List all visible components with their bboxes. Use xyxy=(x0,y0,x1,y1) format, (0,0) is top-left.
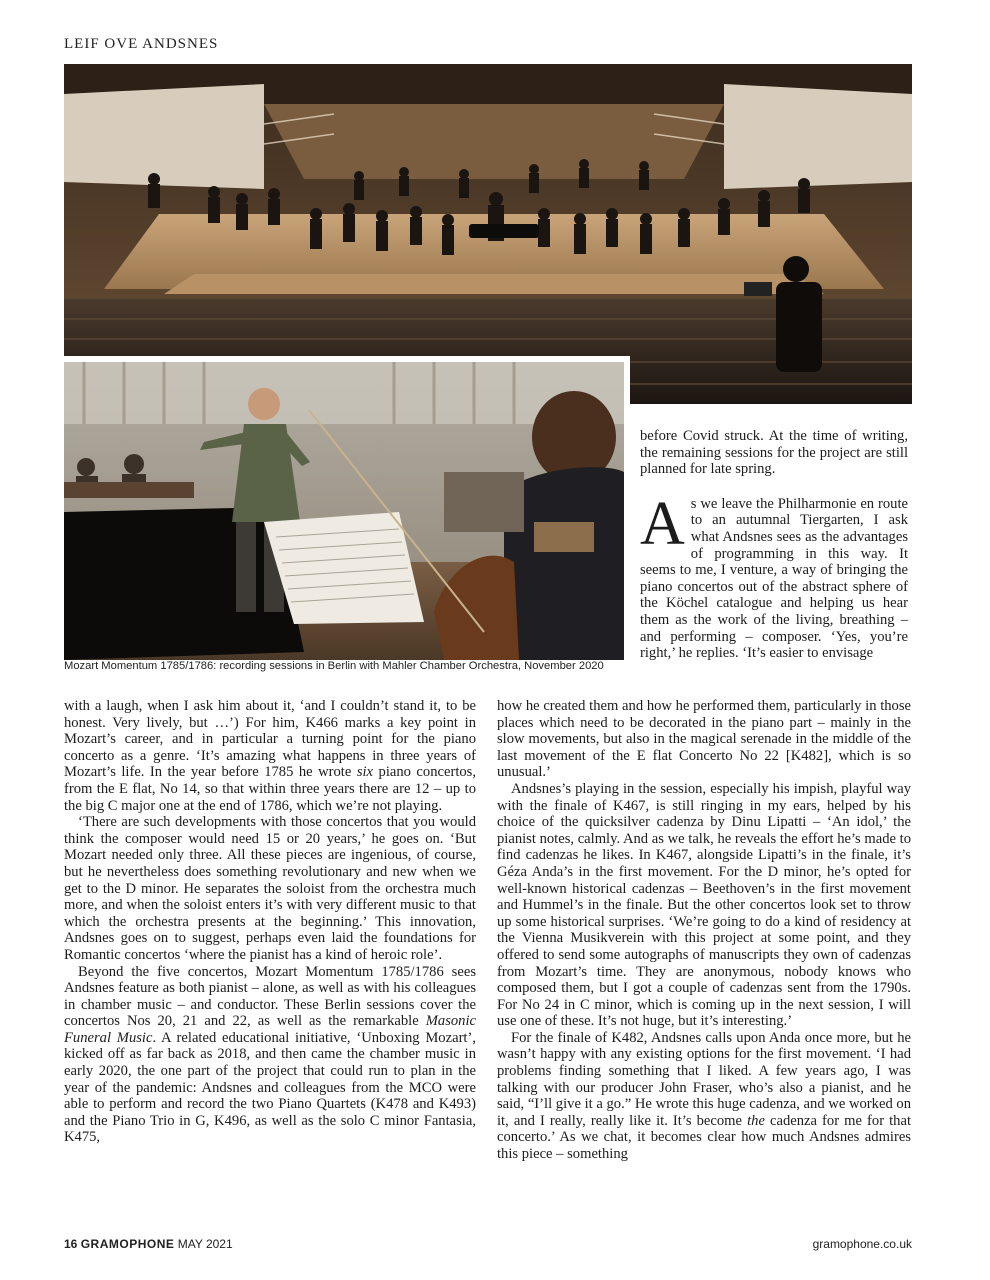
page-number: 16 xyxy=(64,1237,78,1251)
paragraph: with a laugh, when I ask him about it, ‘and I couldn’t stand it, to be honest. Very lively, but …’) For him, K466 marks a key point in Mozart’s career, and in particular a turning point for the piano concerto as a genre. ‘It’s amazing what happens in three years of Mozart’s life. In the year before 1785 he wrote six piano concertos, from the E flat, No 14, so that within three years there are 12 – up to the big C major one at the end of 1786, which we’re not playing. xyxy=(64,698,476,814)
drop-cap-paragraph xyxy=(640,489,908,662)
recording-session-photo xyxy=(64,356,630,660)
paragraph: s we leave the Philharmonie en route to an autumnal Tiergarten, I ask what Andsnes sees as the advantages of programming in this way. It seems to me, I venture, a way of bringing the piano concertos out of the abstract sphere of the Köchel catalogue and helping us hear them as the work of the living, breathing – and performing – composer. ‘Yes, you’re right,’ he replies. ‘It’s easier to envisage xyxy=(640,495,908,662)
paragraph: before Covid struck. At the time of writing, the remaining sessions for the project are still planned for late spring. xyxy=(640,428,908,478)
paragraph: Andsnes’s playing in the session, especially his impish, playful way with the finale of K467, is still ringing in my ears, helped by his choice of the quicksilver cadenza by Dinu Lipatti – ‘An idol,’ the pianist notes, calmly. And as we talk, he reveals the effort he’s made to find cadenzas he likes. In K467, alongside Lipatti’s in the finale, it’s Géza Anda’s in the first movement. For the D minor, he’s opted for well-known historical cadenzas – Beethoven’s in the first movement and Hummel’s in the finale. But the other concertos look set to throw up some historical surprises. ‘We’re going to do a kind of residency at the Vienna Musikverein with this project at some point, and they offered to send some autographs of manuscripts they own of cadenzas from Mozart’s time. They are anonymous, nobody knows who composed them, but I got a couple of cadenzas sent from the 1790s. For No 24 in C minor, which is coming up in the next session, I will use one of these. It’s not huge, but it’s interesting.’ xyxy=(497,780,911,1030)
article-column-left xyxy=(64,698,476,1146)
photo-caption: Mozart Momentum 1785/1786: recording sessions in Berlin with Mahler Chamber Orchestra, November 2020 xyxy=(64,660,604,672)
paragraph: Beyond the five concertos, Mozart Momentum 1785/1786 sees Andsnes feature as both pianist – alone, as well as with his colleagues in chamber music – and conductor. These Berlin sessions cover the concertos Nos 20, 21 and 22, as well as the remarkable Masonic Funeral Music. A related educational initiative, ‘Unboxing Mozart’, kicked off as far back as 2018, and then came the chamber music in early 2020, the one part of the project that could run to plan in the year of the pandemic: Andsnes and colleagues from the MCO were able to perform and record the two Piano Quartets (K478 and K493) and the Piano Trio in G, K496, as well as the solo C minor Fantasia, K475, xyxy=(64,963,476,1146)
concert-hall-photo xyxy=(64,64,912,404)
magazine-name: GRAMOPHONE xyxy=(80,1237,175,1251)
website-link[interactable]: gramophone.co.uk xyxy=(812,1237,912,1251)
paragraph: ‘There are such developments with those concertos that you would think the composer would need 15 or 20 years,’ he goes on. ‘But Mozart needed only three. All these pieces are ingenious, of course, but he nevertheless does something revolutionary and new when we get to the D minor. He separates the soloist from the orchestra much more, and when the soloist enters it’s with very different music to that which the orchestra presents at the beginning.’ This innovation, Andsnes goes on to suggest, perhaps even laid the foundations for Romantic concertos ‘where the pianist has a kind of heroic role’. xyxy=(64,814,476,963)
article-column-right-upper xyxy=(640,428,908,662)
paragraph: how he created them and how he performed them, particularly in those places which need to be decorated in the piano part – mainly in the slow movements, but also in the magical serenade in the middle of the last movement of the E flat Concerto No 22 [K482], which is so unusual.’ xyxy=(497,698,911,781)
issue-date: MAY 2021 xyxy=(177,1237,233,1251)
paragraph: For the finale of K482, Andsnes calls upon Anda once more, but he wasn’t happy with any existing options for the first movement. ‘I had problems finding something that I liked. A few years ago, I was talking with our producer John Fraser, who’s also a pianist, and he said, “I’ll give it a go.” He wrote this huge cadenza, and we worked on it, and I really, really like it. It’s become the cadenza for me for that concerto.’ As we chat, it becomes clear how much Andsnes admires this piece – something xyxy=(497,1029,912,1163)
running-header: LEIF OVE ANDSNES xyxy=(64,36,219,52)
drop-cap: A xyxy=(640,489,685,558)
article-column-right xyxy=(497,698,911,1163)
page-footer-left xyxy=(64,1237,233,1251)
